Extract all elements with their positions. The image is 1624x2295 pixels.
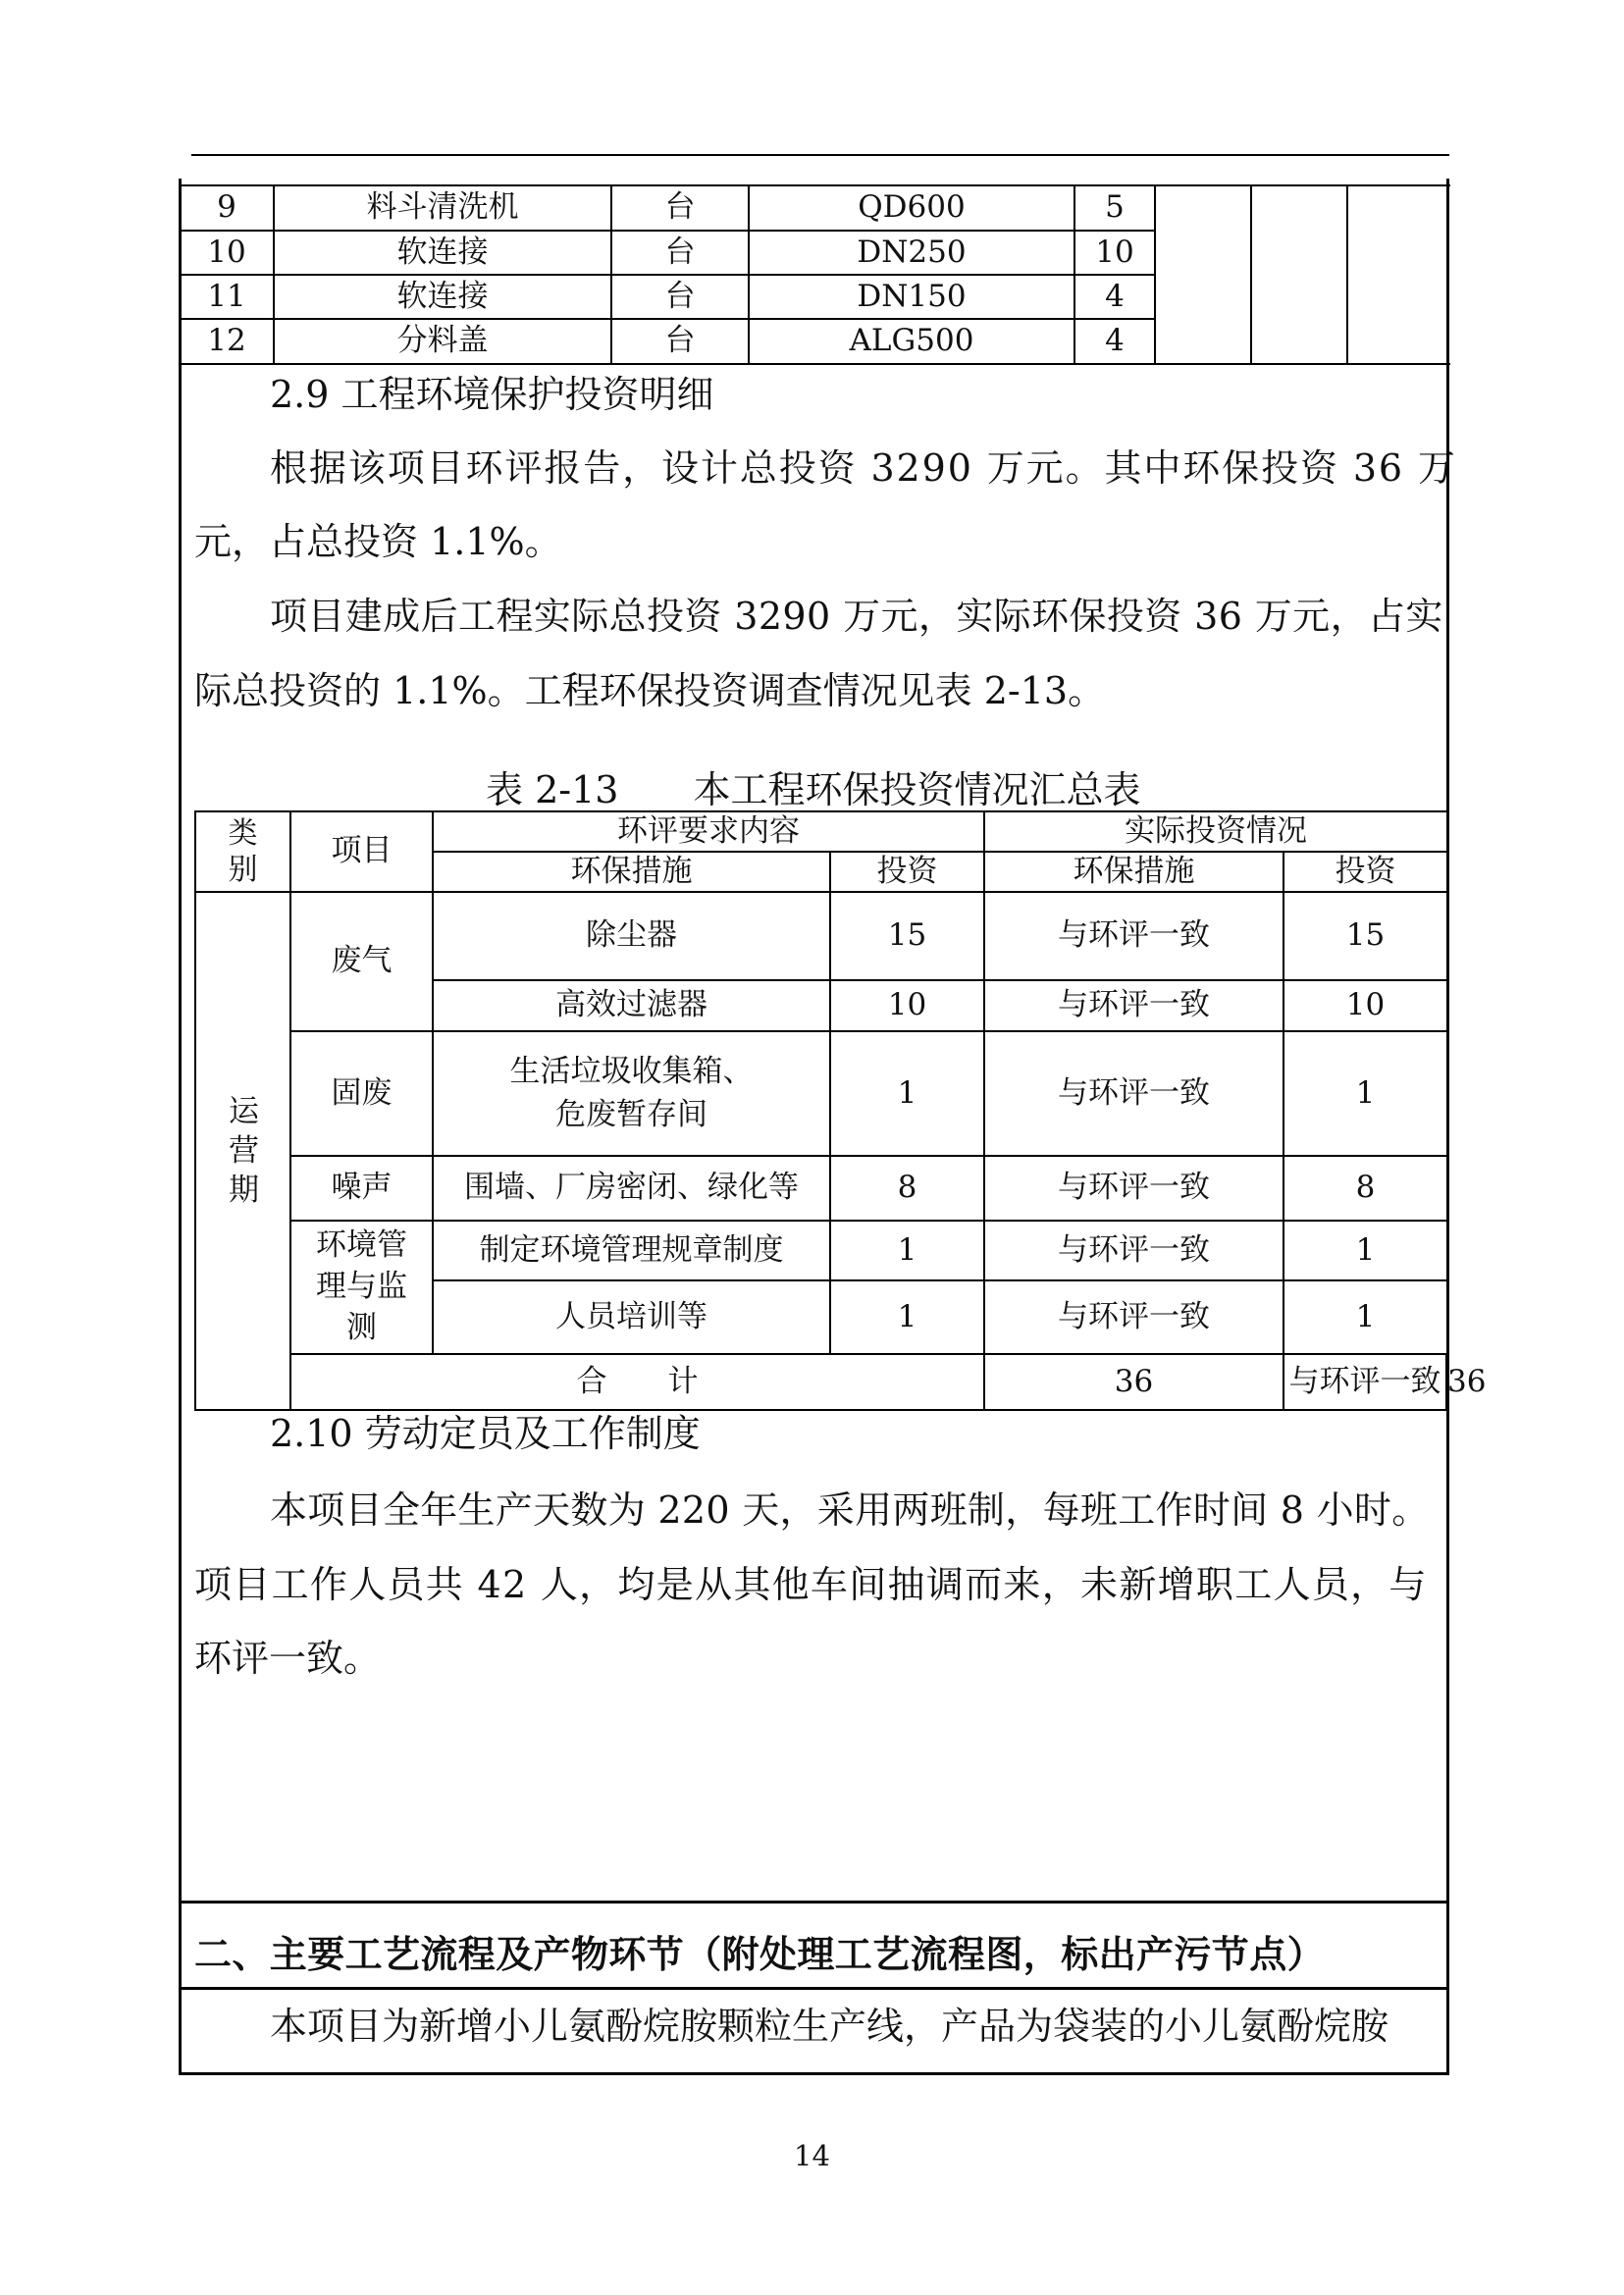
- paragraph-line: 本项目为新增小儿氨酚烷胺颗粒生产线，产品为袋装的小儿氨酚烷胺: [270, 2005, 1389, 2048]
- equipment-name: 软连接: [274, 231, 611, 275]
- table-row-total: 合 计 36 与环评一致 36: [195, 1354, 1446, 1410]
- equipment-model: DN250: [749, 231, 1074, 275]
- equipment-table: [179, 184, 1450, 365]
- equipment-name: 分料盖: [274, 319, 611, 364]
- paragraph-line: 际总投资的 1.1%。工程环保投资调查情况见表 2-13。: [194, 669, 1106, 712]
- equipment-qty: 4: [1074, 275, 1155, 319]
- investment-cell: 1: [830, 1031, 984, 1156]
- equipment-qty: 10: [1074, 231, 1155, 275]
- category-solid-waste: 固废: [290, 1031, 433, 1156]
- actual-measure-cell: 与环评一致: [984, 892, 1283, 980]
- equipment-name: 料斗清洗机: [274, 185, 611, 231]
- header-actual-investment-value: 投资: [1283, 852, 1446, 892]
- table-row: [195, 1156, 1446, 1221]
- paragraph-line: 元，占总投资 1.1%。: [194, 520, 562, 563]
- paragraph-line: 根据该项目环评报告，设计总投资 3290 万元。其中环保投资 36 万: [270, 446, 1457, 490]
- actual-measure-cell: 与环评一致: [984, 1031, 1283, 1156]
- actual-investment-cell: 1: [1283, 1280, 1446, 1354]
- total-actual-measure: 与环评一致: [1283, 1354, 1446, 1410]
- measure-cell: 制定环境管理规章制度: [433, 1221, 830, 1280]
- empty-cell: [1251, 185, 1347, 364]
- measure-cell: 生活垃圾收集箱、 危废暂存间: [433, 1031, 830, 1156]
- actual-investment-cell: 10: [1283, 980, 1446, 1031]
- equipment-no: 11: [180, 275, 274, 319]
- equipment-model: DN150: [749, 275, 1074, 319]
- actual-measure-cell: 与环评一致: [984, 980, 1283, 1031]
- equipment-name: 软连接: [274, 275, 611, 319]
- header-item: 项目: [290, 811, 433, 892]
- header-rule: [191, 154, 1449, 156]
- empty-cell: [1347, 185, 1450, 364]
- investment-cell: 8: [830, 1156, 984, 1221]
- paragraph-line: 本项目全年生产天数为 220 天，采用两班制，每班工作时间 8 小时。: [270, 1488, 1430, 1532]
- investment-cell: 1: [830, 1221, 984, 1280]
- equipment-no: 10: [180, 231, 274, 275]
- equipment-model: ALG500: [749, 319, 1074, 364]
- paragraph-line: 环评一致。: [194, 1637, 382, 1680]
- table-row: [195, 1031, 1446, 1156]
- measure-cell: 人员培训等: [433, 1280, 830, 1354]
- header-measure: 环保措施: [433, 852, 830, 892]
- equipment-unit: 台: [611, 231, 749, 275]
- header-actual-investment: 实际投资情况: [984, 811, 1446, 852]
- header-investment: 投资: [830, 852, 984, 892]
- equipment-unit: 台: [611, 185, 749, 231]
- category-noise: 噪声: [290, 1156, 433, 1221]
- category-exhaust-gas: 废气: [290, 892, 433, 1031]
- investment-cell: 1: [830, 1280, 984, 1354]
- table-row: [180, 185, 1450, 231]
- measure-cell: 围墙、厂房密闭、绿化等: [433, 1156, 830, 1221]
- section-2-10-heading: 2.10 劳动定员及工作制度: [270, 1412, 701, 1455]
- section-2-heading: 二、主要工艺流程及产物环节（附处理工艺流程图，标出产污节点）: [194, 1932, 1326, 1976]
- total-investment: 36: [984, 1354, 1283, 1410]
- equipment-no: 9: [180, 185, 274, 231]
- actual-investment-cell: 1: [1283, 1221, 1446, 1280]
- equipment-unit: 台: [611, 275, 749, 319]
- actual-measure-cell: 与环评一致: [984, 1156, 1283, 1221]
- header-category: 类别: [195, 811, 290, 892]
- actual-investment-cell: 8: [1283, 1156, 1446, 1221]
- equipment-qty: 5: [1074, 185, 1155, 231]
- section-2-9-heading: 2.9 工程环境保护投资明细: [270, 373, 714, 416]
- actual-investment-cell: 1: [1283, 1031, 1446, 1156]
- investment-cell: 10: [830, 980, 984, 1031]
- environmental-investment-table: [194, 810, 1487, 1411]
- investment-cell: 15: [830, 892, 984, 980]
- header-actual-measure: 环保措施: [984, 852, 1283, 892]
- paragraph-line: 项目工作人员共 42 人，均是从其他车间抽调而来，未新增职工人员，与: [194, 1563, 1428, 1606]
- period-operation: 运营期: [195, 892, 290, 1410]
- category-environmental-management: 环境管理与监测: [290, 1221, 433, 1354]
- table-row: [195, 892, 1446, 980]
- section-divider: [182, 1987, 1446, 1990]
- actual-measure-cell: 与环评一致: [984, 1221, 1283, 1280]
- header-eia-requirements: 环评要求内容: [433, 811, 984, 852]
- table-row: [195, 811, 1446, 852]
- table-row: [195, 1221, 1446, 1280]
- total-label: 合 计: [290, 1354, 984, 1410]
- paragraph-line: 项目建成后工程实际总投资 3290 万元，实际环保投资 36 万元，占实: [270, 595, 1443, 638]
- measure-cell: 高效过滤器: [433, 980, 830, 1031]
- equipment-no: 12: [180, 319, 274, 364]
- section-divider: [182, 1901, 1446, 1904]
- equipment-unit: 台: [611, 319, 749, 364]
- actual-investment-cell: 15: [1283, 892, 1446, 980]
- empty-cell: [1155, 185, 1251, 364]
- table-caption: 表 2-13 本工程环保投资情况汇总表: [486, 768, 1141, 811]
- equipment-model: QD600: [749, 185, 1074, 231]
- actual-measure-cell: 与环评一致: [984, 1280, 1283, 1354]
- measure-cell: 除尘器: [433, 892, 830, 980]
- equipment-qty: 4: [1074, 319, 1155, 364]
- page-number: 14: [794, 2139, 830, 2172]
